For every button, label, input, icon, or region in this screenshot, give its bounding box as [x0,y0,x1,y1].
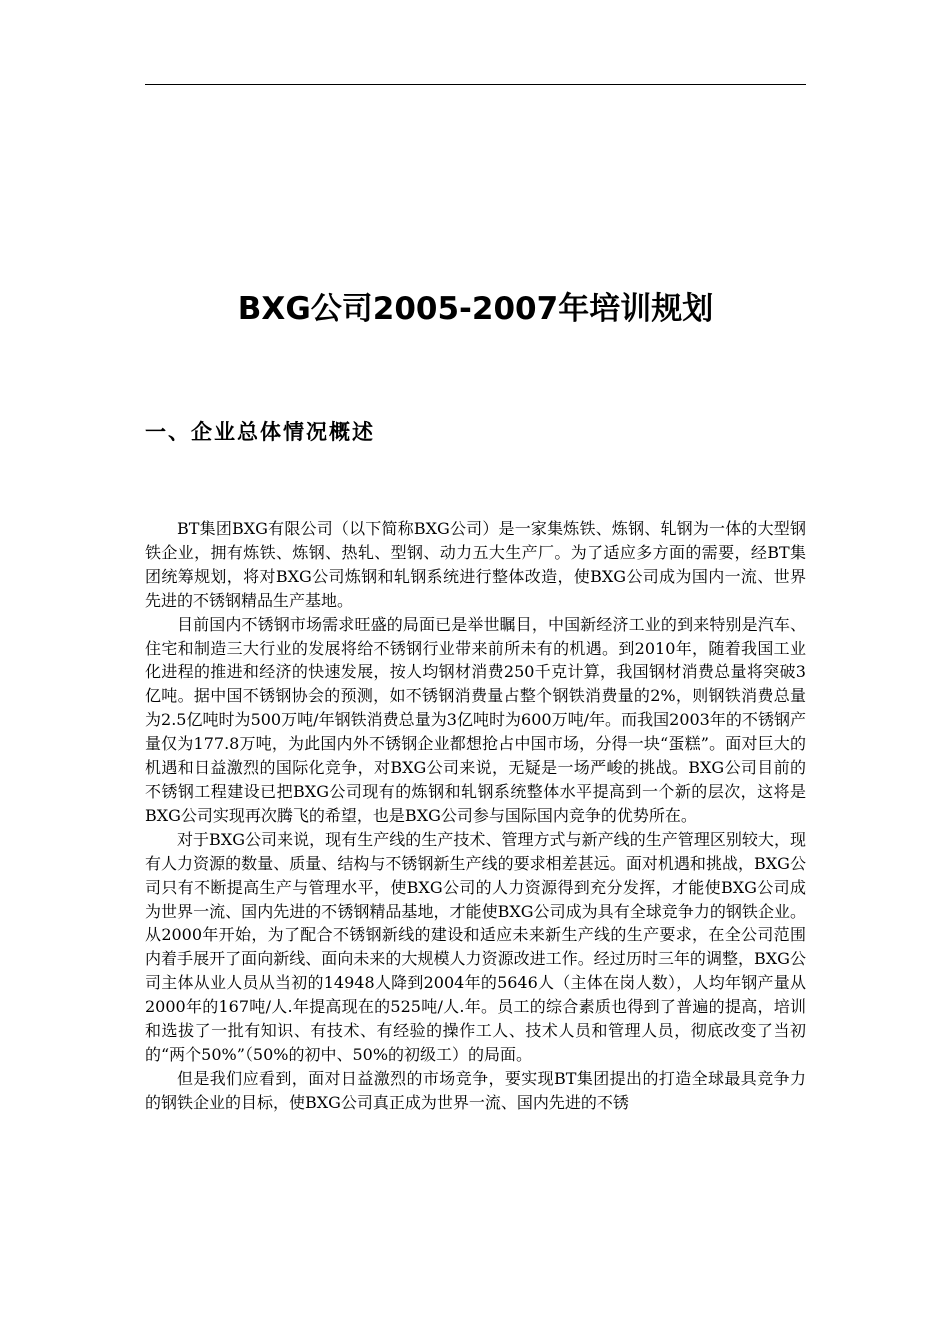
paragraph: 目前国内不锈钢市场需求旺盛的局面已是举世瞩目，中国新经济工业的到来特别是汽车、住宅和制造三大行业的发展将给不锈钢行业带来前所未有的机遇。到2010年，随着我国工业化进程的推进和经济的快速发展，按人均钢材消费250千克计算，我国钢材消费总量将突破3亿吨。据中国不锈钢协会的预测，如不锈钢消费量占整个钢铁消费量的2%，则钢铁消费总量为2.5亿吨时为500万吨/年钢铁消费总量为3亿吨时为600万吨/年。而我国2003年的不锈钢产量仅为177.8万吨，为此国内外不锈钢企业都想抢占中国市场，分得一块“蛋糕”。面对巨大的机遇和日益激烈的国际化竞争，对BXG公司来说，无疑是一场严峻的挑战。BXG公司目前的不锈钢工程建设已把BXG公司现有的炼钢和轧钢系统整体水平提高到一个新的层次，这将是BXG公司实现再次腾飞的希望，也是BXG公司参与国际国内竞争的优势所在。 [145,614,806,825]
document-title: BXG公司2005-2007年培训规划 [237,291,714,327]
paragraph: 对于BXG公司来说，现有生产线的生产技术、管理方式与新产线的生产管理区别较大，现有人力资源的数量、质量、结构与不锈钢新生产线的要求相差甚远。面对机遇和挑战，BXG公司只有不断提高生产与管理水平，使BXG公司的人力资源得到充分发挥，才能使BXG公司成为世界一流、国内先进的不锈钢精品基地，才能使BXG公司成为具有全球竞争力的钢铁企业。从2000年开始，为了配合不锈钢新线的建设和适应未来新生产线的生产要求，在全公司范围内着手展开了面向新线、面向未来的大规模人力资源改进工作。经过历时三年的调整，BXG公司主体从业人员从当初的14948人降到2004年的5646人（主体在岗人数），人均年钢产量从2000年的167吨/人.年提高现在的525吨/人.年。员工的综合素质也得到了普遍的提高，培训和选拔了一批有知识、有技术、有经验的操作工人、技术人员和管理人员，彻底改变了当初的“两个50%”（50%的初中、50%的初级工）的局面。 [145,829,806,1064]
paragraph: BT集团BXG有限公司（以下简称BXG公司）是一家集炼铁、炼钢、轧钢为一体的大型钢铁企业，拥有炼铁、炼钢、热轧、型钢、动力五大生产厂。为了适应多方面的需要，经BT集团统筹规划，将对BXG公司炼钢和轧钢系统进行整体改造，使BXG公司成为国内一流、世界先进的不锈钢精品生产基地。 [145,519,806,610]
header-rule [145,84,806,85]
paragraph: 但是我们应看到，面对日益激烈的市场竞争，要实现BT集团提出的打造全球最具竞争力的钢铁企业的目标，使BXG公司真正成为世界一流、国内先进的不锈 [145,1068,806,1112]
section-heading: 一、企业总体情况概述 [145,419,375,444]
body-text [145,517,806,1115]
